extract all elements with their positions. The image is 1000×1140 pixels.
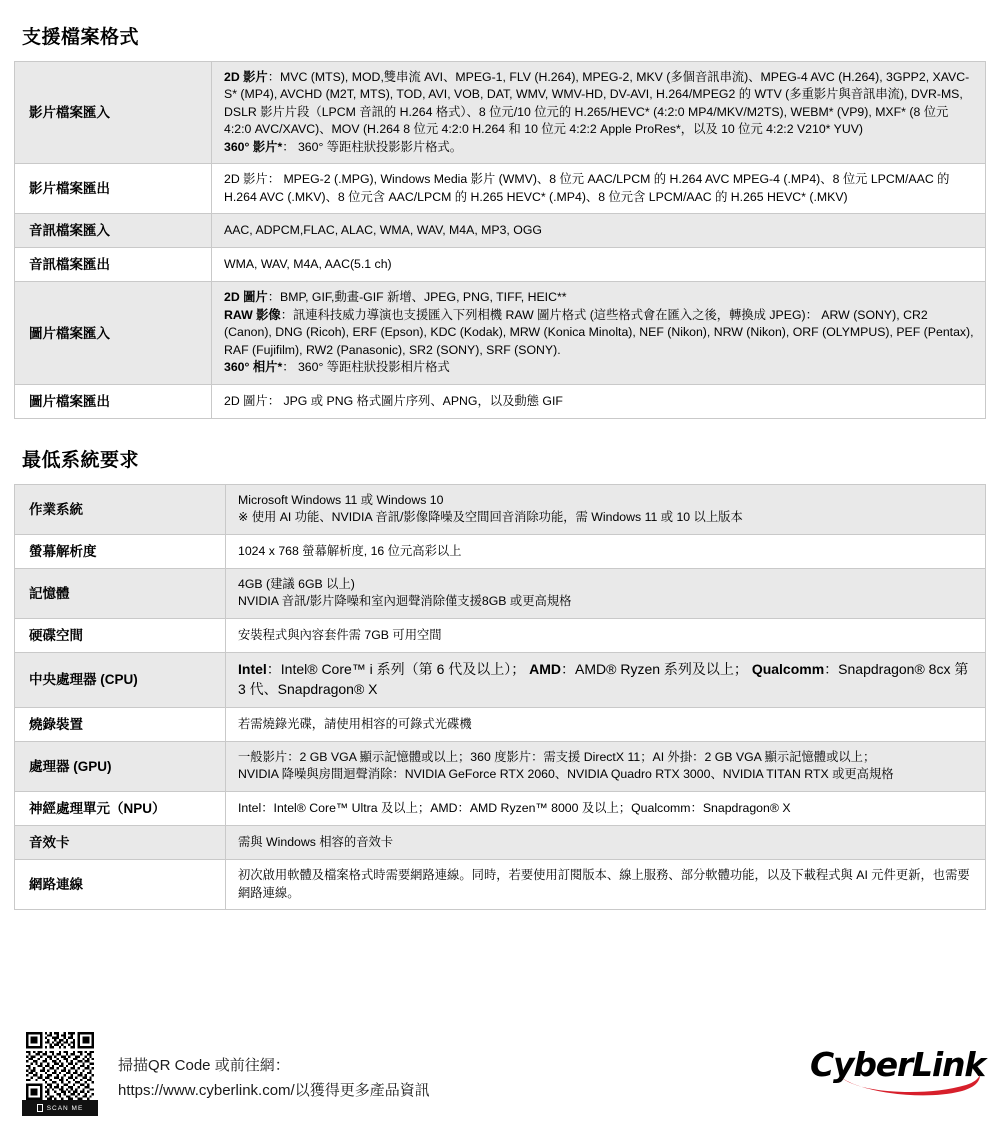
format-row-label: 圖片檔案匯入 [15,282,212,384]
format-row-label: 音訊檔案匯出 [15,248,212,282]
table-row [15,860,986,910]
sysreq-row-value [226,707,986,741]
supported-formats-table-body [15,62,986,419]
value-line: 一般影片：2 GB VGA 顯示記憶體或以上；360 度影片：需支援 DirectX 11；AI 外掛：2 GB VGA 顯示記憶體或以上； [238,749,876,764]
value-line: Microsoft Windows 11 或 Windows 10 [238,492,444,507]
value-line: 2D 圖片： JPG 或 PNG 格式圖片序列、APNG，以及動態 GIF [224,393,563,408]
sysreq-row-label: 神經處理單元（NPU） [15,791,226,825]
cyberlink-logo [806,1045,985,1100]
value-line: RAW 影像：訊連科技威力導演也支援匯入下列相機 RAW 圖片格式 (這些格式會在匯入之後，轉換成 JPEG)： ARW (SONY), CR2 (Canon), DNG (Ricoh), ERF (Epson), KDC (Kodak), MRW (Konica Minolta), NEF (Nikon), NRW (Nikon), ORF (OLYMPUS), PEF (Pentax), RAF (Fujifilm), RW2 (Panasonic), SR2 (SONY), SRF (SONY). [224,307,974,357]
table-row [15,282,986,384]
value-line: 360° 影片*： 360° 等距柱狀投影影片格式。 [224,139,463,154]
sysreq-row-label: 記憶體 [15,568,226,618]
sysreq-row-value [226,534,986,568]
value-line: 360° 相片*： 360° 等距柱狀投影相片格式 [224,360,450,375]
qr-code [22,1032,98,1118]
value-line: 初次啟用軟體及檔案格式時需要網路連線。同時，若要使用訂閱版本、線上服務、部分軟體功能，以及下載程式與 AI 元件更新，也需要網路連線。 [238,868,970,900]
qr-code-scan-me-text: SCAN ME [46,1104,84,1112]
table-row [15,534,986,568]
value-line: ※ 使用 AI 功能、NVIDIA 音訊/影像降噪及空間回音消除功能，需 Windows 11 或 10 以上版本 [238,510,743,525]
sysreq-row-label: 音效卡 [15,826,226,860]
format-row-value [212,164,986,214]
sysreq-row-label: 硬碟空間 [15,618,226,652]
value-line: AAC, ADPCM,FLAC, ALAC, WMA, WAV, M4A, MP3, OGG [224,223,542,238]
cyberlink-swoosh-icon [840,1074,982,1096]
table-row [15,618,986,652]
format-row-value [212,214,986,248]
sysreq-row-value [226,791,986,825]
table-row [15,653,986,708]
value-line: 4GB (建議 6GB 以上) [238,576,355,591]
sysreq-row-label: 螢幕解析度 [15,534,226,568]
value-line: WMA, WAV, M4A, AAC(5.1 ch) [224,257,392,272]
scan-icon [37,1104,43,1112]
sysreq-row-value [226,568,986,618]
value-line: Intel：Intel® Core™ i 系列（第 6 代及以上）； AMD：AMD® Ryzen 系列及以上； Qualcomm：Snapdragon® 8cx 第 3 代、Snapdragon® X [238,661,969,697]
sysreq-row-value [226,484,986,534]
table-row [15,568,986,618]
footer-line-1: 掃描QR Code 或前往網： [118,1057,290,1074]
sysreq-row-value [226,826,986,860]
table-row [15,707,986,741]
table-row [15,791,986,825]
sysreq-row-value [226,860,986,910]
format-row-label: 音訊檔案匯入 [15,214,212,248]
footer-instructions [118,1054,430,1104]
value-line: 2D 影片： MPEG-2 (.MPG), Windows Media 影片 (WMV)、8 位元 AAC/LPCM 的 H.264 AVC MPEG-4 (.MP4)、8 位元 LPCM/AAC 的 H.264 AVC (.MKV)、8 位元含 AAC/LPCM 的 H.265 HEVC* (.MP4)、8 位元含 LPCM/AAC 的 H.265 HEVC* (.MKV) [224,172,950,204]
value-line: 2D 圖片：BMP, GIF,動畫-GIF 新增、JPEG, PNG, TIFF, HEIC** [224,290,567,305]
value-line: 需與 Windows 相容的音效卡 [238,834,394,849]
qr-code-scan-me-label [22,1100,98,1116]
footer [14,1030,986,1134]
qr-code-matrix [22,1032,98,1100]
sysreq-row-value [226,741,986,791]
table-row [15,741,986,791]
format-row-label: 影片檔案匯出 [15,164,212,214]
format-row-label: 影片檔案匯入 [15,62,212,164]
format-row-value [212,384,986,418]
table-row [15,484,986,534]
value-line: NVIDIA 音訊/影片降噪和室內迴聲消除僅支援8GB 或更高規格 [238,594,572,609]
value-line: 1024 x 768 螢幕解析度, 16 位元高彩以上 [238,543,462,558]
format-row-value [212,282,986,384]
table-row [15,384,986,418]
value-line: 安裝程式與內容套件需 7GB 可用空間 [238,627,442,642]
table-row [15,248,986,282]
format-row-label: 圖片檔案匯出 [15,384,212,418]
system-requirements-table-body [15,484,986,909]
sysreq-row-label: 燒錄裝置 [15,707,226,741]
format-row-value [212,248,986,282]
table-row [15,214,986,248]
system-requirements-table [14,484,986,910]
table-row [15,164,986,214]
value-line: Intel：Intel® Core™ Ultra 及以上；AMD：AMD Ryzen™ 8000 及以上；Qualcomm：Snapdragon® X [238,800,791,815]
cyberlink-logo-text: CyberLink [810,1045,985,1084]
sysreq-row-label: 處理器 (GPU) [15,741,226,791]
sysreq-row-value [226,618,986,652]
page-title-supported-formats: 支援檔案格式 [22,27,140,48]
sysreq-row-label: 中央處理器 (CPU) [15,653,226,708]
page-title-system-requirements: 最低系統要求 [22,449,140,471]
sysreq-row-value [226,653,986,708]
value-line: NVIDIA 降噪與房間迴聲消除：NVIDIA GeForce RTX 2060、NVIDIA Quadro RTX 3000、NVIDIA TITAN RTX 或更高規格 [238,767,894,782]
format-row-value [212,62,986,164]
value-line: 若需燒錄光碟，請使用相容的可錄式光碟機 [238,716,472,731]
table-row [15,826,986,860]
value-line: 2D 影片：MVC (MTS), MOD,雙串流 AVI、MPEG-1, FLV (H.264), MPEG-2, MKV (多個音訊串流)、MPEG-4 AVC (H.264), 3GPP2, XAVC-S* (MP4), AVCHD (M2T, MTS), TOD, AVI, VOB, DAT, WMV, WMV-HD, DV-AVI, H.264/MPEG2 的 WTV (多重影片與音訊串流), DVR-MS, DSLR 影片片段（LPCM 音訊的 H.264 格式）、8 位元/10 位元的 H.265/HEVC* (4:2:0 MP4/MKV/M2TS), WEBM* (VP9), MXF* (8 位元 4:2:0 AVC/XAVC)、MOV (H.264 8 位元 4:2:0 H.264 和 10 位元 4:2:2 Apple ProRes*，以及 10 位元 4:2:2 V210* YUV) [224,70,970,137]
table-row [15,62,986,164]
supported-formats-table [14,61,986,419]
footer-line-2[interactable]: https://www.cyberlink.com/以獲得更多產品資訊 [118,1081,430,1099]
sysreq-row-label: 作業系統 [15,484,226,534]
sysreq-row-label: 網路連線 [15,860,226,910]
